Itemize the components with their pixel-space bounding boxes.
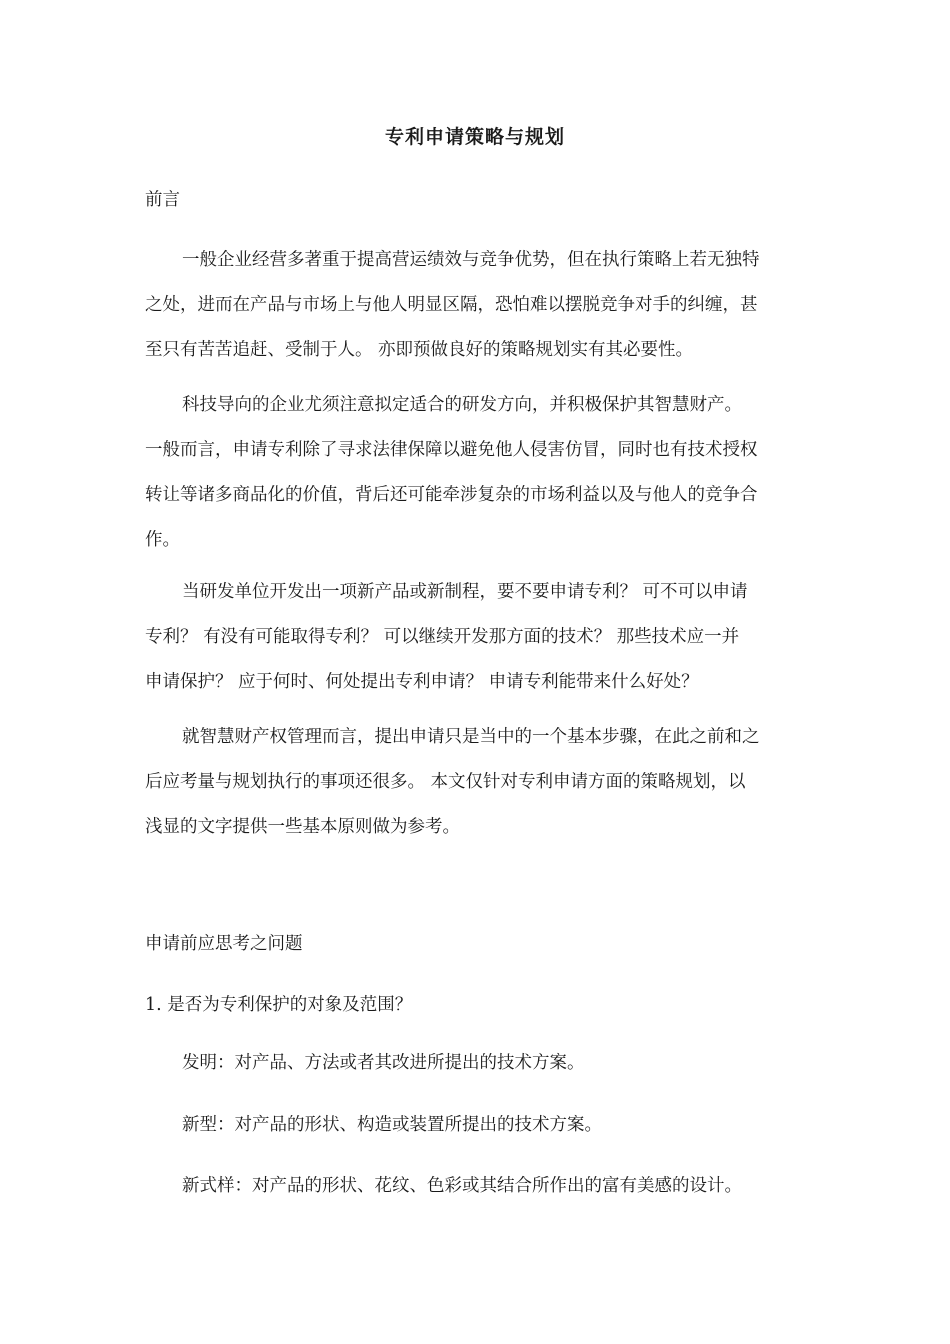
paragraph-line: 申请保护？ 应于何时、何处提出专利申请？ 申请专利能带来什么好处？	[145, 672, 699, 692]
paragraph-line: 至只有苦苦追赶、受制于人。 亦即预做良好的策略规划实有其必要性。	[145, 340, 694, 360]
paragraph-line: 一般企业经营多著重于提高营运绩效与竞争优势，但在执行策略上若无独特	[182, 250, 760, 270]
paragraph-1	[145, 238, 811, 373]
definition-design: 新式样：对产品的形状、花纹、色彩或其结合所作出的富有美感的设计。	[182, 1176, 742, 1196]
paragraph-line: 后应考量与规划执行的事项还很多。 本文仅针对专利申请方面的策略规划，以	[145, 772, 746, 792]
section-heading: 申请前应思考之问题	[145, 934, 303, 954]
paragraph-line: 一般而言，申请专利除了寻求法律保障以避免他人侵害仿冒，同时也有技术授权	[145, 440, 758, 460]
definition-utility-model: 新型：对产品的形状、构造或装置所提出的技术方案。	[182, 1115, 602, 1135]
preface-heading: 前言	[145, 190, 180, 210]
definition-invention: 发明：对产品、方法或者其改进所提出的技术方案。	[182, 1053, 585, 1073]
paragraph-3	[145, 570, 811, 705]
paragraph-2	[145, 383, 811, 563]
paragraph-line: 科技导向的企业尤须注意拟定适合的研发方向，并积极保护其智慧财产。	[182, 395, 742, 415]
paragraph-line: 专利？ 有没有可能取得专利？ 可以继续开发那方面的技术？ 那些技术应一并	[145, 627, 740, 647]
paragraph-line: 之处，进而在产品与市场上与他人明显区隔，恐怕难以摆脱竞争对手的纠缠，甚	[145, 295, 758, 315]
paragraph-line: 当研发单位开发出一项新产品或新制程，要不要申请专利？ 可不可以申请	[182, 582, 748, 602]
paragraph-line: 就智慧财产权管理而言，提出申请只是当中的一个基本步骤，在此之前和之	[182, 727, 760, 747]
document-title: 专利申请策略与规划	[384, 126, 565, 148]
question-1: 1. 是否为专利保护的对象及范围？	[145, 995, 413, 1015]
paragraph-4	[145, 715, 811, 850]
paragraph-line: 浅显的文字提供一些基本原则做为参考。	[145, 817, 460, 837]
paragraph-line: 作。	[145, 530, 180, 550]
paragraph-line: 转让等诸多商品化的价值，背后还可能牵涉复杂的市场利益以及与他人的竞争合	[145, 485, 758, 505]
